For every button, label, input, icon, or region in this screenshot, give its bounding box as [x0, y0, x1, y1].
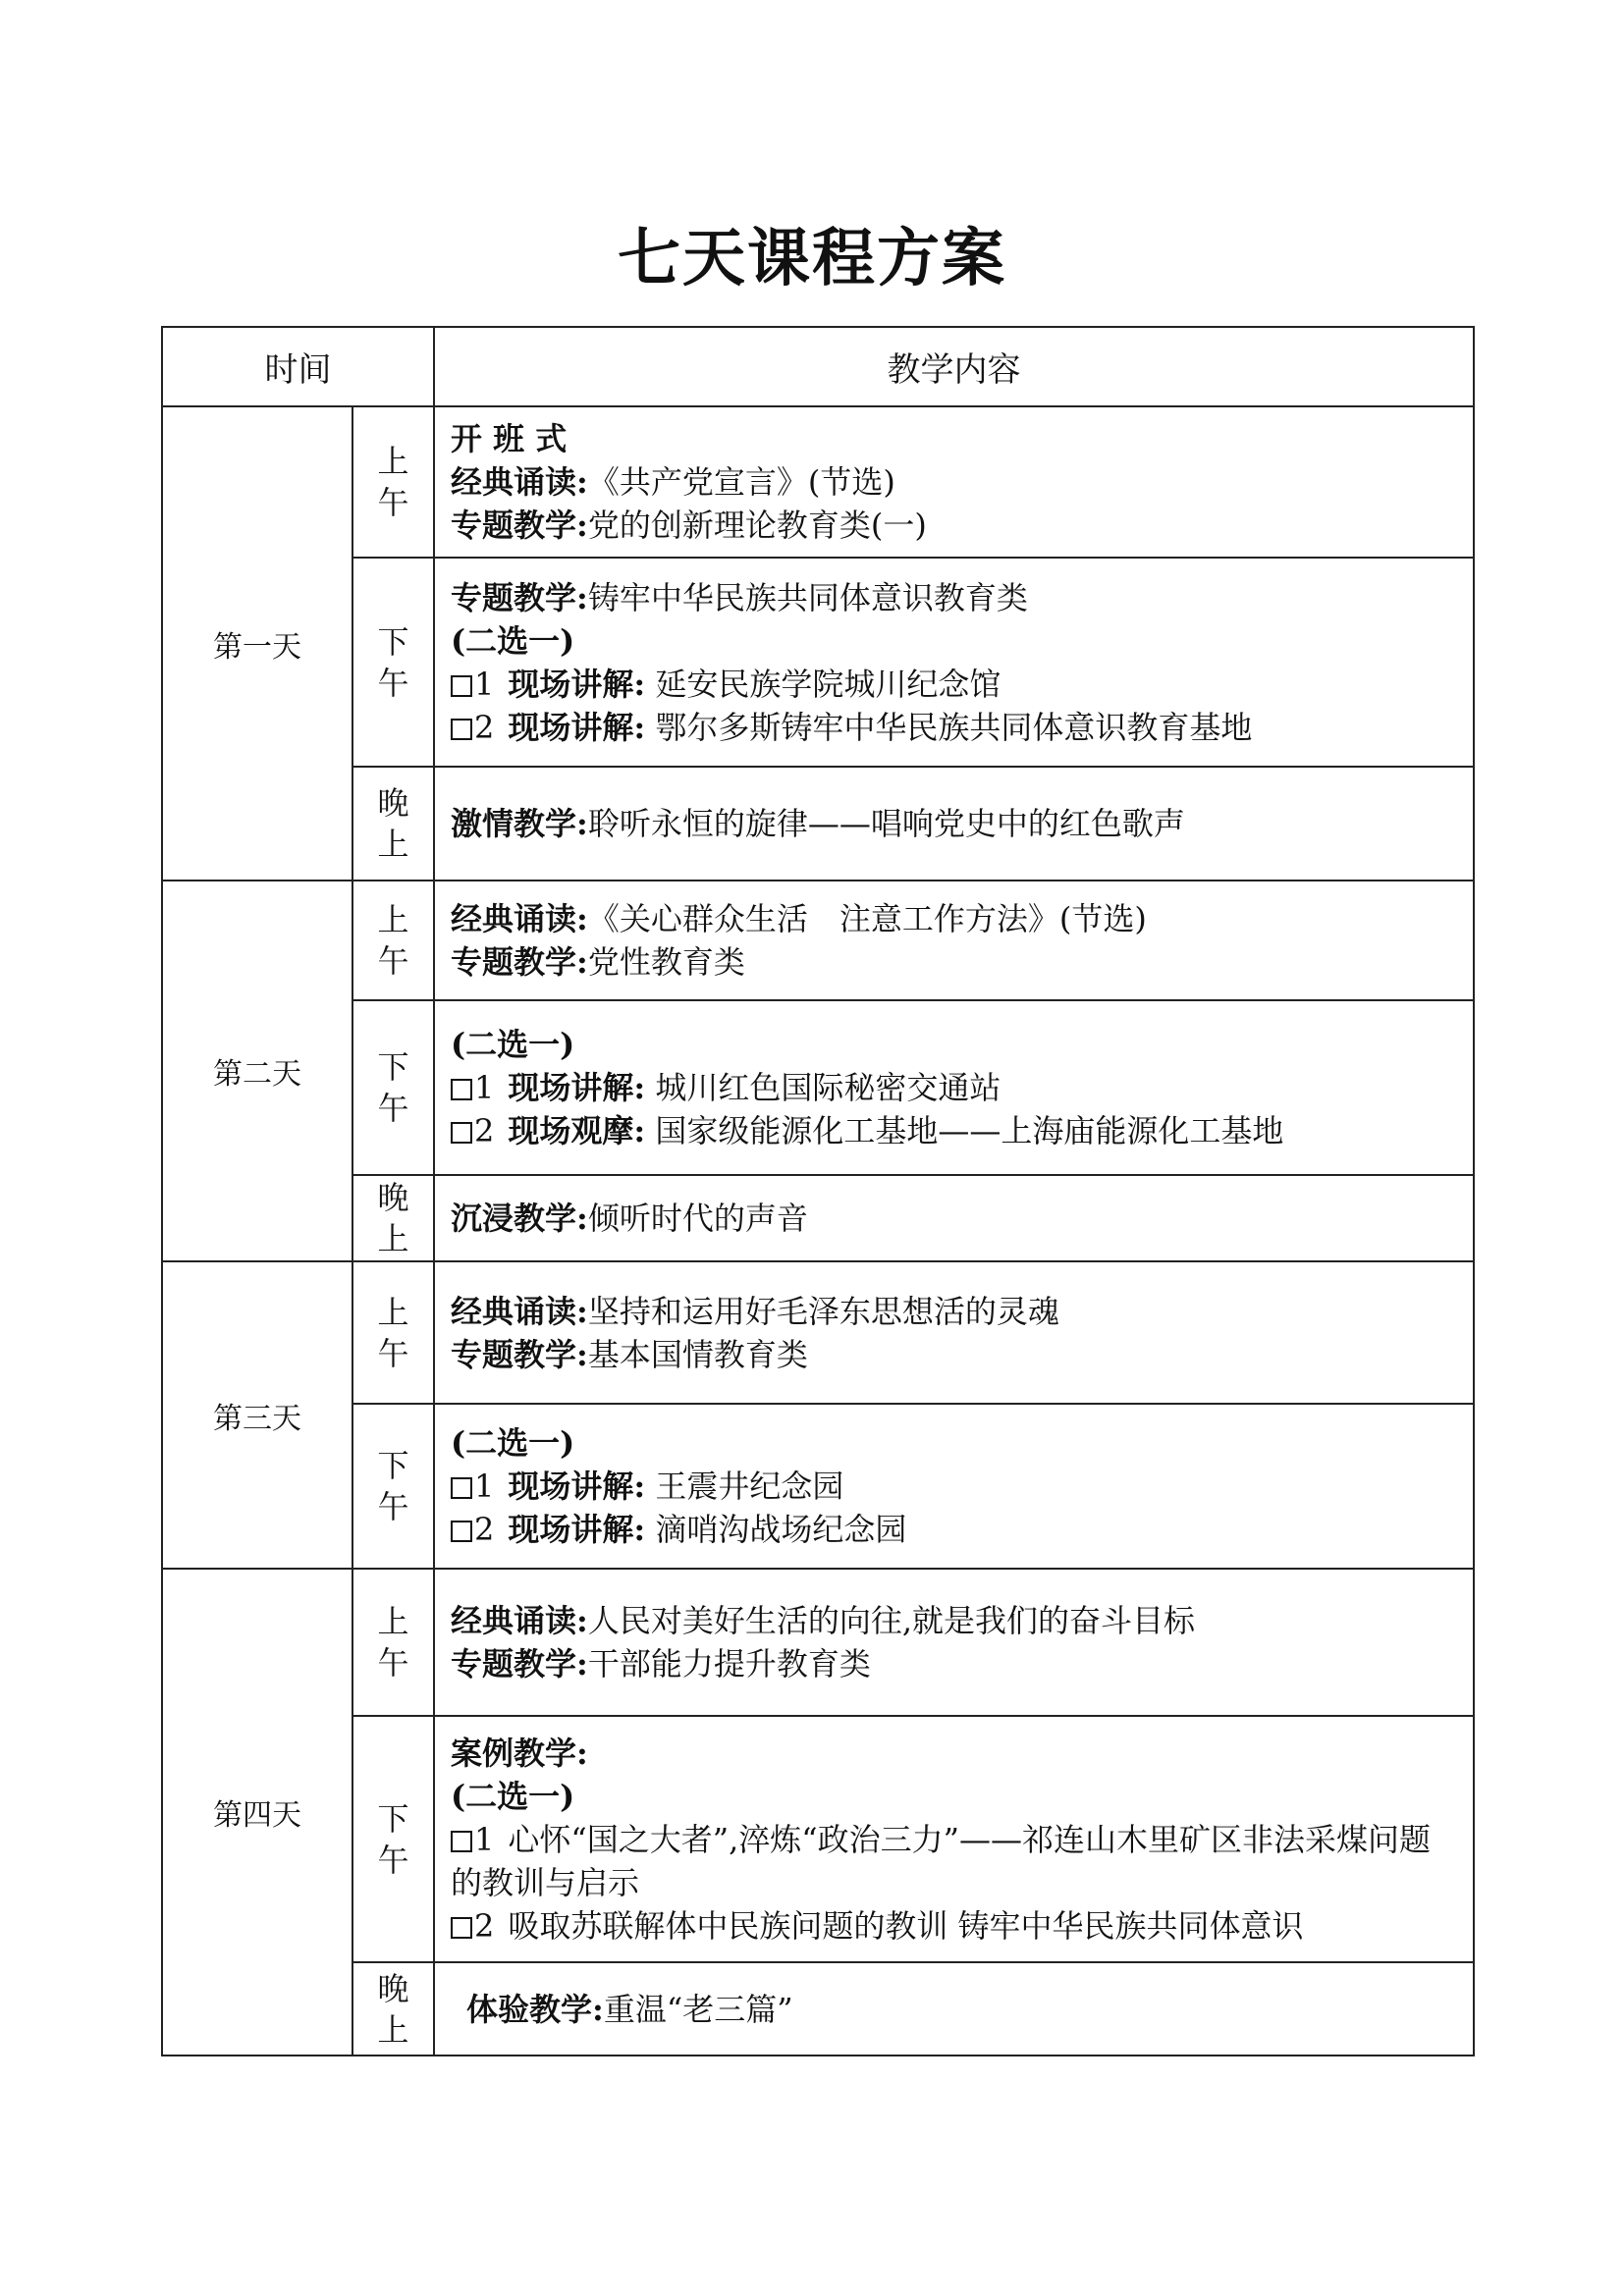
content-line: 经典诵读:人民对美好生活的向往,就是我们的奋斗目标	[451, 1602, 1196, 1639]
checkbox-icon	[451, 719, 472, 740]
session-content	[434, 1261, 1474, 1404]
table-row	[162, 1261, 1474, 1404]
content-line: 专题教学:铸牢中华民族共同体意识教育类	[451, 578, 1028, 616]
content-line: 激情教学:聆听永恒的旋律——唱响党史中的红色歌声	[451, 805, 1185, 842]
period-label: 晚 上	[352, 767, 434, 881]
page-title: 七天课程方案	[618, 222, 1006, 295]
option-item: 2 吸取苏联解体中民族问题的教训 铸牢中华民族共同体意识	[451, 1904, 1455, 1948]
checkbox-icon	[451, 1122, 472, 1144]
table-row	[162, 1000, 1474, 1175]
day-label: 第二天	[162, 881, 352, 1261]
period-label: 晚 上	[352, 1962, 434, 2056]
period-label: 下 午	[352, 1716, 434, 1962]
header-content: 教学内容	[434, 327, 1474, 406]
content-line: 经典诵读:坚持和运用好毛泽东思想活的灵魂	[451, 1292, 1059, 1330]
period-label: 上 午	[352, 881, 434, 1000]
content-line: 专题教学:基本国情教育类	[451, 1335, 808, 1373]
content-line: 经典诵读:《共产党宣言》(节选)	[451, 463, 895, 501]
content-line: 体验教学:重温“老三篇”	[466, 1990, 793, 2028]
table-row	[162, 558, 1474, 767]
session-content	[434, 1962, 1474, 2056]
table-row	[162, 1962, 1474, 2056]
session-content	[434, 1716, 1474, 1962]
content-line: 开 班 式	[451, 420, 568, 457]
checkbox-icon	[451, 1079, 472, 1100]
table-header-row	[162, 327, 1474, 406]
session-content	[434, 1569, 1474, 1716]
checkbox-icon	[451, 1917, 472, 1939]
option-item: 1 心怀“国之大者”,淬炼“政治三力”——祁连山木里矿区非法采煤问题的教训与启示	[451, 1820, 1431, 1901]
content-line: 经典诵读:《关心群众生活 注意工作方法》(节选)	[451, 900, 1147, 937]
choice-note: (二选一)	[451, 1026, 575, 1063]
session-content	[434, 881, 1474, 1000]
header-time: 时间	[162, 327, 434, 406]
content-line: 案例教学:	[451, 1734, 588, 1772]
content-line: 专题教学:党的创新理论教育类(一)	[451, 507, 927, 544]
checkbox-icon	[451, 675, 472, 697]
option-item: 1 现场讲解: 延安民族学院城川纪念馆	[451, 663, 1455, 706]
day-label: 第三天	[162, 1261, 352, 1569]
period-label: 下 午	[352, 1000, 434, 1175]
option-item: 2 现场观摩: 国家级能源化工基地——上海庙能源化工基地	[451, 1109, 1455, 1152]
checkbox-icon	[451, 1831, 472, 1852]
content-line: 沉浸教学:倾听时代的声音	[451, 1200, 808, 1237]
choice-note: (二选一)	[451, 621, 575, 660]
option-item: 2 现场讲解: 鄂尔多斯铸牢中华民族共同体意识教育基地	[451, 706, 1455, 749]
table-row	[162, 1175, 1474, 1261]
choice-note: (二选一)	[451, 1777, 575, 1815]
period-label: 下 午	[352, 558, 434, 767]
option-item: 1 现场讲解: 王震井纪念园	[451, 1465, 1455, 1508]
table-row	[162, 1404, 1474, 1569]
choice-note: (二选一)	[451, 1424, 575, 1462]
table-row	[162, 881, 1474, 1000]
period-label: 上 午	[352, 406, 434, 558]
session-content	[434, 558, 1474, 767]
content-line: 专题教学:干部能力提升教育类	[451, 1645, 871, 1682]
day-label: 第四天	[162, 1569, 352, 2056]
period-label: 上 午	[352, 1569, 434, 1716]
course-schedule-table	[161, 326, 1475, 2056]
session-content	[434, 1000, 1474, 1175]
session-content	[434, 406, 1474, 558]
period-label: 上 午	[352, 1261, 434, 1404]
session-content	[434, 767, 1474, 881]
period-label: 晚 上	[352, 1175, 434, 1261]
table-row	[162, 1569, 1474, 1716]
checkbox-icon	[451, 1521, 472, 1542]
day-label: 第一天	[162, 406, 352, 881]
session-content	[434, 1175, 1474, 1261]
content-line: 专题教学:党性教育类	[451, 943, 745, 981]
checkbox-icon	[451, 1477, 472, 1499]
option-item: 1 现场讲解: 城川红色国际秘密交通站	[451, 1066, 1455, 1109]
period-label: 下 午	[352, 1404, 434, 1569]
option-item: 2 现场讲解: 滴哨沟战场纪念园	[451, 1508, 1455, 1551]
table-row	[162, 406, 1474, 558]
table-row	[162, 1716, 1474, 1962]
table-row	[162, 767, 1474, 881]
session-content	[434, 1404, 1474, 1569]
